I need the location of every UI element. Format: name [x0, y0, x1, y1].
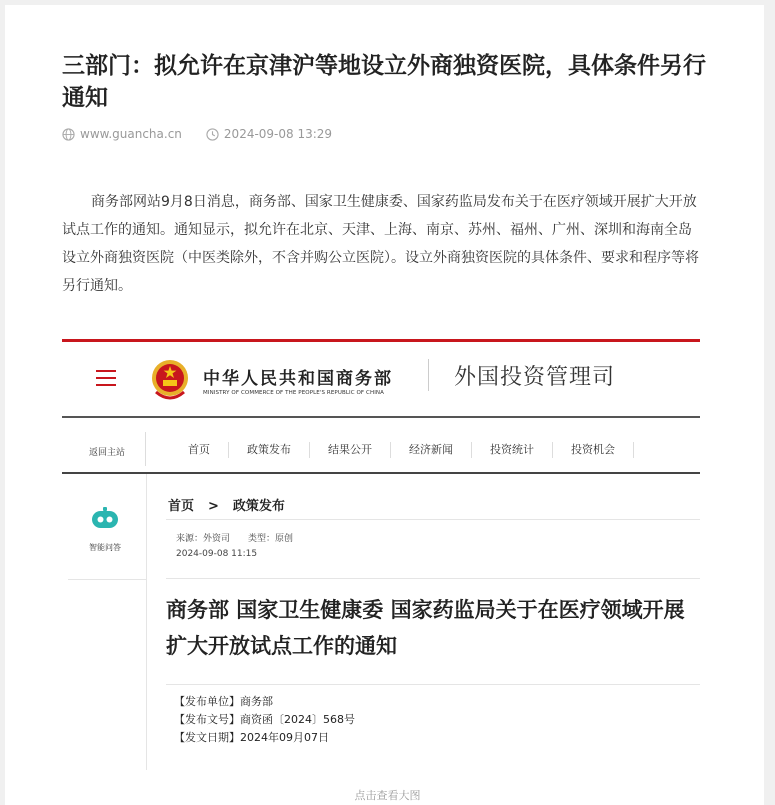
doc-publish-date: 2024-09-08 11:15	[176, 549, 258, 559]
globe-icon	[62, 128, 75, 141]
type-label: 类型：原创	[248, 534, 294, 544]
doc-source	[176, 531, 293, 544]
breadcrumb-home[interactable]: 首页	[168, 499, 195, 514]
breadcrumb	[168, 495, 285, 514]
ministry-name-cn: 中华人民共和国商务部	[203, 369, 393, 389]
doc-title-rule	[166, 684, 700, 685]
nav-divider	[145, 432, 146, 466]
info-unit: 【发布单位】商务部	[174, 695, 273, 708]
doc-title: 商务部 国家卫生健康委 国家药监局关于在医疗领域开展扩大开放试点工作的通知	[166, 598, 685, 658]
sidebar-divider	[68, 579, 146, 580]
department-name: 外国投资管理司	[454, 365, 616, 390]
menu-icon[interactable]	[96, 370, 116, 391]
source-label: 来源：外资司	[176, 534, 231, 544]
nav-item-home[interactable]: 首页	[162, 442, 229, 458]
assistant-label[interactable]: 智能问答	[89, 543, 121, 552]
nav-item-results[interactable]: 结果公开	[310, 442, 391, 458]
doc-info	[174, 693, 355, 747]
nav-bar	[62, 432, 700, 472]
info-date: 【发文日期】2024年09月07日	[174, 731, 329, 744]
brand-divider	[428, 359, 429, 391]
nav-item-policy[interactable]: 政策发布	[229, 442, 310, 458]
article-title: 三部门：拟允许在京津沪等地设立外商独资医院，具体条件另行通知	[62, 53, 706, 111]
nav-item-stats[interactable]: 投资统计	[472, 442, 553, 458]
embedded-screenshot[interactable]	[62, 339, 700, 770]
article-body: 商务部网站9月8日消息，商务部、国家卫生健康委、国家药监局发布关于在医疗领域开展扩大开放试点工作的通知。通知显示，拟允许在北京、天津、上海、南京、苏州、福州、广州、深圳和海南全岛设立外商独资医院（中医类除外，不含并购公立医院）。设立外商独资医院的具体条件、要求和程序等将另行通知。	[62, 194, 699, 294]
source-link[interactable]: www.guancha.cn	[80, 127, 182, 141]
breadcrumb-separator: >	[208, 499, 219, 514]
breadcrumb-current[interactable]: 政策发布	[232, 499, 285, 514]
nav-items	[162, 442, 634, 458]
view-large-image-link[interactable]: 点击查看大图	[354, 789, 421, 802]
doc-meta-rule	[166, 578, 700, 579]
chatbot-icon[interactable]	[90, 507, 120, 533]
nav-rule	[62, 472, 700, 474]
left-sidebar	[62, 474, 147, 770]
header-rule	[62, 416, 700, 418]
clock-icon	[206, 128, 219, 141]
article-meta	[62, 127, 332, 141]
back-to-main-link[interactable]: 返回主站	[89, 448, 126, 458]
nav-item-news[interactable]: 经济新闻	[391, 442, 472, 458]
ministry-name-en: MINISTRY OF COMMERCE OF THE PEOPLE'S REPUBLIC OF CHINA	[203, 390, 385, 396]
breadcrumb-rule	[166, 519, 700, 520]
info-number: 【发布文号】商资函〔2024〕568号	[174, 713, 355, 726]
national-emblem-icon	[150, 358, 190, 402]
publish-datetime: 2024-09-08 13:29	[223, 127, 333, 141]
time-wrap	[206, 127, 332, 141]
nav-item-opportunities[interactable]: 投资机会	[553, 442, 634, 458]
